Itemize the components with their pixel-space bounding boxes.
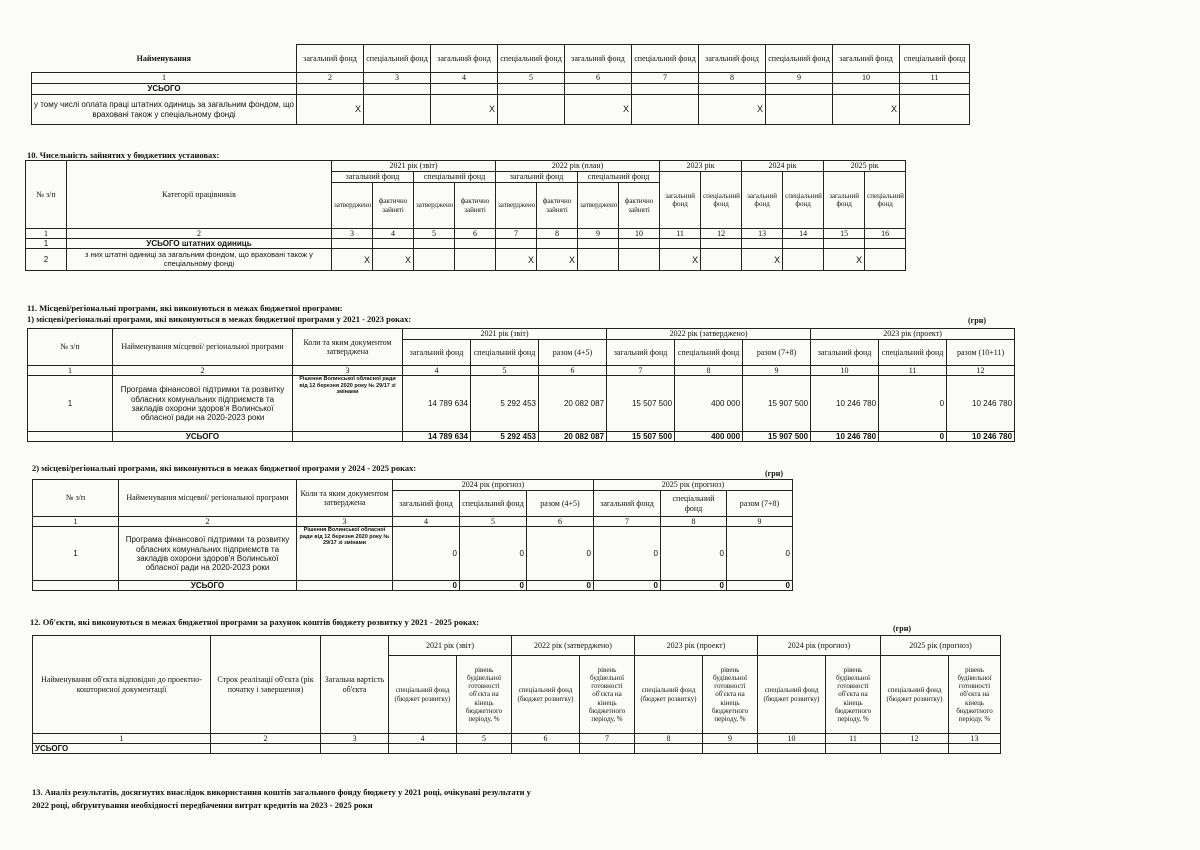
col-num: 11 xyxy=(826,734,881,744)
year-header-2024: 2024 рік (прогноз) xyxy=(758,636,881,656)
value-cell: 10 246 780 xyxy=(811,376,879,432)
col-num: 2 xyxy=(67,229,332,239)
table-row xyxy=(32,95,970,125)
fund-header: спеціальний фонд xyxy=(865,172,906,229)
sum-header: разом (7+8) xyxy=(743,340,811,366)
row-num: 1 xyxy=(26,239,67,249)
x-mark: X xyxy=(699,95,766,125)
total-value: 14 789 634 xyxy=(403,432,471,442)
col-num: 10 xyxy=(619,229,660,239)
fund-header: загальний фонд xyxy=(594,491,661,517)
total-label: УСЬОГО xyxy=(33,744,211,754)
col-num: 5 xyxy=(498,73,565,84)
x-mark: X xyxy=(373,249,414,271)
col-num: 6 xyxy=(455,229,496,239)
col-header-term: Строк реалізації об'єкта (рік початку і завершення) xyxy=(211,636,321,734)
x-mark: X xyxy=(565,95,632,125)
table-row xyxy=(28,376,1015,432)
value-cell: 400 000 xyxy=(675,376,743,432)
approval-document: Рішення Волинської обласної ради від 12 березня 2020 року № 29/17 зі змінами xyxy=(297,527,393,581)
sum-header: разом (7+8) xyxy=(727,491,793,517)
col-num: 5 xyxy=(471,366,539,376)
total-row xyxy=(33,744,1001,754)
value-cell: 15 507 500 xyxy=(607,376,675,432)
col-num: 7 xyxy=(594,517,661,527)
fund-header: загальний фонд xyxy=(297,45,364,73)
x-mark: X xyxy=(824,249,865,271)
total-value: 0 xyxy=(393,581,460,591)
col-num: 10 xyxy=(833,73,900,84)
col-num: 1 xyxy=(26,229,67,239)
col-num: 4 xyxy=(389,734,457,744)
col-num: 3 xyxy=(321,734,389,744)
fund-header: спеціальний фонд xyxy=(661,491,727,517)
fund-header: загальний фонд xyxy=(607,340,675,366)
year-header-2023: 2023 рік xyxy=(660,161,742,172)
col-num: 14 xyxy=(783,229,824,239)
col-num: 6 xyxy=(512,734,580,744)
readiness-header: рівень будівельної готовності об'єкта на кінець бюджетного періоду, % xyxy=(949,656,1001,734)
year-header-2022: 2022 рік (затверджено) xyxy=(512,636,635,656)
total-value: 20 082 087 xyxy=(539,432,607,442)
year-header-2024: 2024 рік (прогноз) xyxy=(393,480,594,491)
col-header-program-name: Найменування місцевої/ регіональної програми xyxy=(119,480,297,517)
fund-header: спеціальний фонд xyxy=(498,45,565,73)
col-num: 3 xyxy=(364,73,431,84)
total-value: 5 292 453 xyxy=(471,432,539,442)
fund-header: загальний фонд xyxy=(811,340,879,366)
value-cell: 15 907 500 xyxy=(743,376,811,432)
col-num: 8 xyxy=(699,73,766,84)
programs-2021-2023-table xyxy=(27,328,1015,442)
year-header-2023: 2023 рік (проект) xyxy=(811,329,1015,340)
fund-header: спеціальний фонд xyxy=(701,172,742,229)
total-value: 15 907 500 xyxy=(743,432,811,442)
col-num: 2 xyxy=(113,366,293,376)
col-num: 1 xyxy=(33,734,211,744)
total-value: 0 xyxy=(460,581,527,591)
col-num: 11 xyxy=(900,73,970,84)
col-num: 11 xyxy=(660,229,701,239)
value-cell: 0 xyxy=(527,527,594,581)
year-header-2025: 2025 рік xyxy=(824,161,906,172)
col-num: 9 xyxy=(703,734,758,744)
col-header-document: Коли та яким документом затверджена xyxy=(297,480,393,517)
col-num: 8 xyxy=(537,229,578,239)
special-dev-header: спеціальний фонд (бюджет розвитку) xyxy=(512,656,580,734)
total-label: УСЬОГО xyxy=(113,432,293,442)
x-mark: X xyxy=(537,249,578,271)
year-header-2025: 2025 рік (прогноз) xyxy=(594,480,793,491)
fund-header: загальний фонд xyxy=(496,172,578,183)
col-num: 4 xyxy=(393,517,460,527)
fund-header: спеціальний фонд xyxy=(460,491,527,517)
col-num: 5 xyxy=(414,229,455,239)
col-header-object-name: Найменування об'єкта відповідно до проектно-кошторисної документації xyxy=(33,636,211,734)
readiness-header: рівень будівельної готовності об'єкта на кінець бюджетного періоду, % xyxy=(703,656,758,734)
year-header-2021: 2021 рік (звіт) xyxy=(389,636,512,656)
year-header-2021: 2021 рік (звіт) xyxy=(332,161,496,172)
fund-header: загальний фонд xyxy=(431,45,498,73)
value-cell: 20 082 087 xyxy=(539,376,607,432)
actual-header: фактично зайняті xyxy=(619,183,660,229)
fund-header: загальний фонд xyxy=(660,172,701,229)
col-num: 7 xyxy=(580,734,635,744)
table-row xyxy=(33,527,793,581)
actual-header: фактично зайняті xyxy=(373,183,414,229)
staff-table xyxy=(25,160,906,271)
col-num: 13 xyxy=(949,734,1001,744)
col-num: 1 xyxy=(32,73,297,84)
col-num: 6 xyxy=(527,517,594,527)
x-mark: X xyxy=(297,95,364,125)
total-value: 0 xyxy=(594,581,661,591)
fund-header: загальний фонд xyxy=(699,45,766,73)
year-header-2021: 2021 рік (звіт) xyxy=(403,329,607,340)
col-num: 8 xyxy=(635,734,703,744)
total-value: 15 507 500 xyxy=(607,432,675,442)
col-header-num: № з/п xyxy=(28,329,113,366)
year-header-2023: 2023 рік (проект) xyxy=(635,636,758,656)
x-mark: X xyxy=(431,95,498,125)
sum-header: разом (10+11) xyxy=(947,340,1015,366)
salary-table xyxy=(31,44,970,125)
value-cell: 0 xyxy=(460,527,527,581)
col-num: 9 xyxy=(578,229,619,239)
table-row xyxy=(32,84,970,95)
column-numbers-row xyxy=(32,73,970,84)
section-11-1-title: 1) місцеві/регіональні програми, які виконуються в межах бюджетної програми у 2021 - 2023 роках: xyxy=(27,314,412,324)
actual-header: фактично зайняті xyxy=(537,183,578,229)
column-numbers-row xyxy=(33,734,1001,744)
col-num: 5 xyxy=(460,517,527,527)
total-value: 0 xyxy=(661,581,727,591)
section-10-title: 10. Чисельність зайнятих у бюджетних установах: xyxy=(27,150,220,160)
fund-header: спеціальний фонд xyxy=(879,340,947,366)
unit-label: (грн) xyxy=(765,469,784,478)
col-num: 12 xyxy=(881,734,949,744)
special-dev-header: спеціальний фонд (бюджет розвитку) xyxy=(389,656,457,734)
special-dev-header: спеціальний фонд (бюджет розвитку) xyxy=(881,656,949,734)
col-num: 9 xyxy=(727,517,793,527)
value-cell: 0 xyxy=(727,527,793,581)
value-cell: 0 xyxy=(661,527,727,581)
approved-header: затверджено xyxy=(578,183,619,229)
row-num: 1 xyxy=(28,376,113,432)
col-num: 1 xyxy=(33,517,119,527)
readiness-header: рівень будівельної готовності об'єкта на кінець бюджетного періоду, % xyxy=(580,656,635,734)
value-cell: 0 xyxy=(879,376,947,432)
section-12-title: 12. Об'єкти, які виконуються в межах бюджетної програми за рахунок коштів бюджету розвитку у 2021 - 2025 роках: xyxy=(30,617,480,627)
col-num: 10 xyxy=(758,734,826,744)
total-row xyxy=(28,432,1015,442)
value-cell: 14 789 634 xyxy=(403,376,471,432)
column-numbers-row xyxy=(33,517,793,527)
fund-header: загальний фонд xyxy=(565,45,632,73)
total-value: 10 246 780 xyxy=(811,432,879,442)
row-num: 2 xyxy=(26,249,67,271)
col-num: 12 xyxy=(947,366,1015,376)
total-value: 0 xyxy=(527,581,594,591)
col-num: 2 xyxy=(119,517,297,527)
approved-header: затверджено xyxy=(332,183,373,229)
fund-header: загальний фонд xyxy=(824,172,865,229)
row-label-salary: у тому числі оплата праці штатних одиниць за загальним фондом, що враховані також у спеціальному фонді xyxy=(32,95,297,125)
col-num: 6 xyxy=(539,366,607,376)
col-num: 7 xyxy=(632,73,699,84)
fund-header: загальний фонд xyxy=(833,45,900,73)
section-11-title: 11. Місцеві/регіональні програми, які виконуються в межах бюджетної програми: xyxy=(27,303,343,313)
col-num: 1 xyxy=(28,366,113,376)
table-row xyxy=(26,249,906,271)
fund-header: спеціальний фонд xyxy=(900,45,970,73)
value-cell: 0 xyxy=(393,527,460,581)
total-value: 0 xyxy=(879,432,947,442)
value-cell: 10 246 780 xyxy=(947,376,1015,432)
unit-label: (грн) xyxy=(893,624,912,633)
col-header-document: Коли та яким документом затверджена xyxy=(293,329,403,366)
value-cell: 5 292 453 xyxy=(471,376,539,432)
col-num: 7 xyxy=(607,366,675,376)
col-num: 15 xyxy=(824,229,865,239)
col-header-category: Категорії працівників xyxy=(67,161,332,229)
approved-header: затверджено xyxy=(414,183,455,229)
table-row xyxy=(26,239,906,249)
total-value: 10 246 780 xyxy=(947,432,1015,442)
unit-label: (грн) xyxy=(968,316,987,325)
total-value: 400 000 xyxy=(675,432,743,442)
fund-header: загальний фонд xyxy=(332,172,414,183)
x-mark: X xyxy=(660,249,701,271)
col-num: 12 xyxy=(701,229,742,239)
special-dev-header: спеціальний фонд (бюджет розвитку) xyxy=(635,656,703,734)
x-mark: X xyxy=(742,249,783,271)
fund-header: спеціальний фонд xyxy=(766,45,833,73)
sum-header: разом (4+5) xyxy=(527,491,594,517)
col-num: 3 xyxy=(293,366,403,376)
year-header-2025: 2025 рік (прогноз) xyxy=(881,636,1001,656)
col-num: 9 xyxy=(743,366,811,376)
section-11-2-title: 2) місцеві/регіональні програми, які виконуються в межах бюджетної програми у 2024 - 2025 роках: xyxy=(32,463,417,473)
value-cell: 0 xyxy=(594,527,661,581)
total-label: УСЬОГО xyxy=(119,581,297,591)
sum-header: разом (4+5) xyxy=(539,340,607,366)
col-num: 10 xyxy=(811,366,879,376)
approved-header: затверджено xyxy=(496,183,537,229)
year-header-2022: 2022 рік (план) xyxy=(496,161,660,172)
row-label: УСЬОГО штатних одиниць xyxy=(67,239,332,249)
col-header-cost: Загальна вартість об'єкта xyxy=(321,636,389,734)
approval-document: Рішення Волинської обласної ради від 12 березня 2020 року № 29/17 зі змінами xyxy=(293,376,403,432)
fund-header: спеціальний фонд xyxy=(364,45,431,73)
col-num: 3 xyxy=(332,229,373,239)
col-header-num: № з/п xyxy=(33,480,119,517)
fund-header: загальний фонд xyxy=(742,172,783,229)
col-header-name: Найменування xyxy=(136,53,191,63)
program-name: Програма фінансової підтримки та розвитку обласних комунальних підприємств та закладів охорони здоров'я Волинської обласної ради на 2020-2023 роки xyxy=(113,376,293,432)
objects-table xyxy=(32,635,1001,754)
row-label-total: УСЬОГО xyxy=(32,84,297,95)
col-num: 6 xyxy=(565,73,632,84)
fund-header: спеціальний фонд xyxy=(578,172,660,183)
col-num: 9 xyxy=(766,73,833,84)
special-dev-header: спеціальний фонд (бюджет розвитку) xyxy=(758,656,826,734)
col-num: 8 xyxy=(661,517,727,527)
col-num: 7 xyxy=(496,229,537,239)
fund-header: загальний фонд xyxy=(393,491,460,517)
col-num: 13 xyxy=(742,229,783,239)
total-value: 0 xyxy=(727,581,793,591)
col-num: 4 xyxy=(431,73,498,84)
col-num: 2 xyxy=(297,73,364,84)
col-num: 2 xyxy=(211,734,321,744)
year-header-2022: 2022 рік (затверджено) xyxy=(607,329,811,340)
fund-header: спеціальний фонд xyxy=(632,45,699,73)
fund-header: спеціальний фонд xyxy=(783,172,824,229)
col-header-num: № з/п xyxy=(26,161,67,229)
programs-2024-2025-table xyxy=(32,479,793,591)
x-mark: X xyxy=(496,249,537,271)
column-numbers-row xyxy=(28,366,1015,376)
fund-header: спеціальний фонд xyxy=(675,340,743,366)
row-label: з них штатні одиниці за загальним фондом, що враховані також у спеціальному фонді xyxy=(67,249,332,271)
fund-header: спеціальний фонд xyxy=(471,340,539,366)
x-mark: X xyxy=(833,95,900,125)
fund-header: загальний фонд xyxy=(403,340,471,366)
col-num: 5 xyxy=(457,734,512,744)
col-num: 4 xyxy=(373,229,414,239)
section-13-title-line2: 2022 році, обґрунтування необхідності передбачення витрат кредитів на 2023 - 2025 роки xyxy=(32,800,373,810)
col-num: 11 xyxy=(879,366,947,376)
col-num: 16 xyxy=(865,229,906,239)
row-num: 1 xyxy=(33,527,119,581)
x-mark: X xyxy=(332,249,373,271)
section-13-title-line1: 13. Аналіз результатів, досягнутих внаслідок використання коштів загального фонду бюджету у 2021 році, очікувані результати у xyxy=(32,787,531,797)
total-row xyxy=(33,581,793,591)
col-num: 4 xyxy=(403,366,471,376)
program-name: Програма фінансової підтримки та розвитку обласних комунальних підприємств та закладів охорони здоров'я Волинської обласної ради на 2020-2023 роки xyxy=(119,527,297,581)
col-header-program-name: Найменування місцевої/ регіональної програми xyxy=(113,329,293,366)
col-num: 3 xyxy=(297,517,393,527)
fund-header: спеціальний фонд xyxy=(414,172,496,183)
readiness-header: рівень будівельної готовності об'єкта на кінець бюджетного періоду, % xyxy=(826,656,881,734)
col-num: 8 xyxy=(675,366,743,376)
column-numbers-row xyxy=(26,229,906,239)
actual-header: фактично зайняті xyxy=(455,183,496,229)
readiness-header: рівень будівельної готовності об'єкта на кінець бюджетного періоду, % xyxy=(457,656,512,734)
year-header-2024: 2024 рік xyxy=(742,161,824,172)
